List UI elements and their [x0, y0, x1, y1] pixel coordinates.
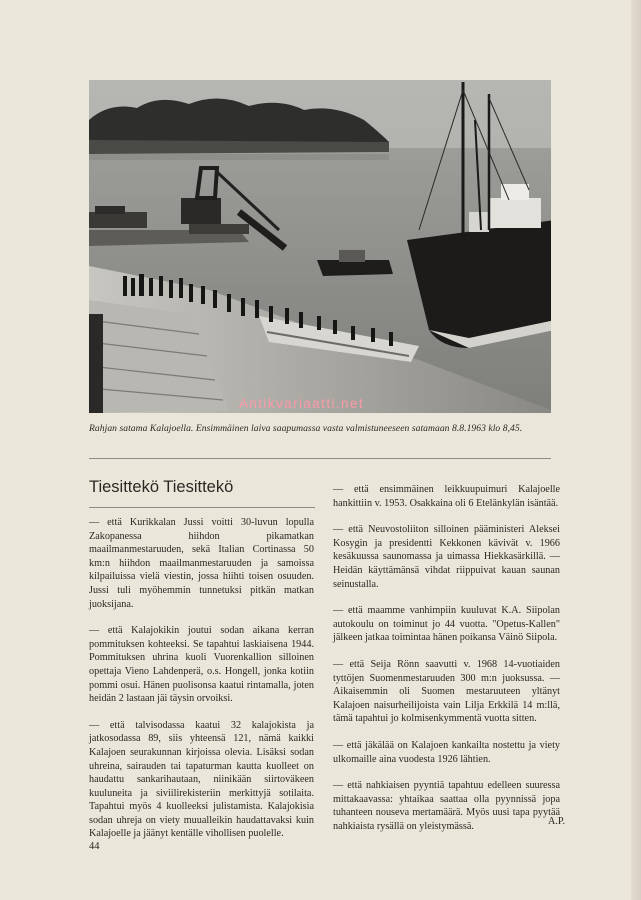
harbor-photo	[89, 80, 551, 413]
paragraph: — että ensimmäinen leikkuupuimuri Kalajoelle hankittiin v. 1953. Osakkaina oli 6 Etelänkylän isäntää.	[333, 484, 560, 509]
scan-edge	[631, 0, 641, 900]
paragraph: — että Kurikkalan Jussi voitti 30-luvun lopulla Zakopanessa hiihdon pikamatkan maailmanmestaruuden, sekä Italian Cortinassa 50 km:n hiihdon maailmanmestaruuden ja samoissa kilpailuissa vielä viestin, jossa hiihti toisen osuuden. Jussi tuli myöhemmin tunnetuksi pitkän matkan juoksijana.	[89, 517, 314, 610]
paragraph: — että Kalajokikin joutui sodan aikana kerran pommituksen kohteeksi. Se tapahtui laskiaisena 1944. Pommituksen uhrina kuoli Vuorenkallion silloinen opettaja Vieno Lahdenperä, o.s. Hongell, jonka kotiin pommi osui. Hänen puolisonsa kaatui rintamalla, joten heidän 2 lastaan jäi täysin orvoiksi.	[89, 625, 314, 705]
author-signature: A.P.	[548, 816, 565, 827]
paragraph: — että Neuvostoliiton silloinen pääministeri Aleksei Kosygin ja presidentti Kekkonen kävivät v. 1966 kesäkuussa saunomassa ja uimassa Hiekkasärkillä. — Heidän käyttämänsä vihdat riippuivat kauan saunan seinustalla.	[333, 524, 560, 590]
paragraph: — että talvisodassa kaatui 32 kalajokista ja jatkosodassa 89, siis yhteensä 121, nämä kaikki Kalajoen seurakunnan kirjoissa olevia. Lisäksi sodan uhreina, sairauden tai tapaturman kautta kuolleet on haudattu sankarihautaan, niinikään siirtoväkeen kuuluneita ja siviilirekisteriin merkittyjä sotilaita. Tapahtui myös 4 kuolleeksi julistamista. Kalajokisia sodan uhreja on viety muualleikin haudattavaksi kuin Kalajoelle ja jäänyt kentälle vihollisen puolelle.	[89, 719, 314, 840]
paragraph: — että Seija Rönn saavutti v. 1968 14-vuotiaiden tyttöjen Suomenmestaruuden 300 m:n juoksussa. — Aikaisemmin oli Suomen mestaruuteen yltänyt Kalajoen naisurheilijoista vain Lilja Erkkilä 14 m:llä, tämä tapahtui jo kolmisenkymmentä vuotta sitten.	[333, 658, 560, 725]
paragraph: — että jäkälää on Kalajoen kankailta nostettu ja viety ulkomaille aina vuodesta 1926 lähtien.	[333, 739, 560, 765]
photo-caption: Rahjan satama Kalajoella. Ensimmäinen laiva saapumassa vasta valmistuneeseen satamaan 8.8.1963 klo 8,45.	[89, 423, 523, 434]
left-column-rule	[89, 507, 315, 508]
caption-divider	[89, 458, 551, 459]
page-number: 44	[89, 841, 100, 852]
right-column	[333, 483, 560, 846]
paragraph: — että maamme vanhimpiin kuuluvat K.A. Siipolan autokoulu on toiminut jo 44 vuotta. "Opetus-Kallen" jälkeen jatkaa toimintaa hänen poikansa Väinö Siipola.	[333, 605, 560, 644]
watermark: Antikvariaatti.net	[239, 396, 364, 411]
section-heading: Tiesittekö Tiesittekö	[89, 478, 234, 496]
paragraph: — että nahkiaisen pyyntiä tapahtuu edelleen suuressa mittakaavassa: yhtaikaa saattaa olla pyynnissä jopa tuhanteen nouseva mertamäärä. Myös uusi tapa pyytää nahkiaista rysällä on yleistymässä.	[333, 780, 560, 832]
left-column	[89, 516, 314, 854]
